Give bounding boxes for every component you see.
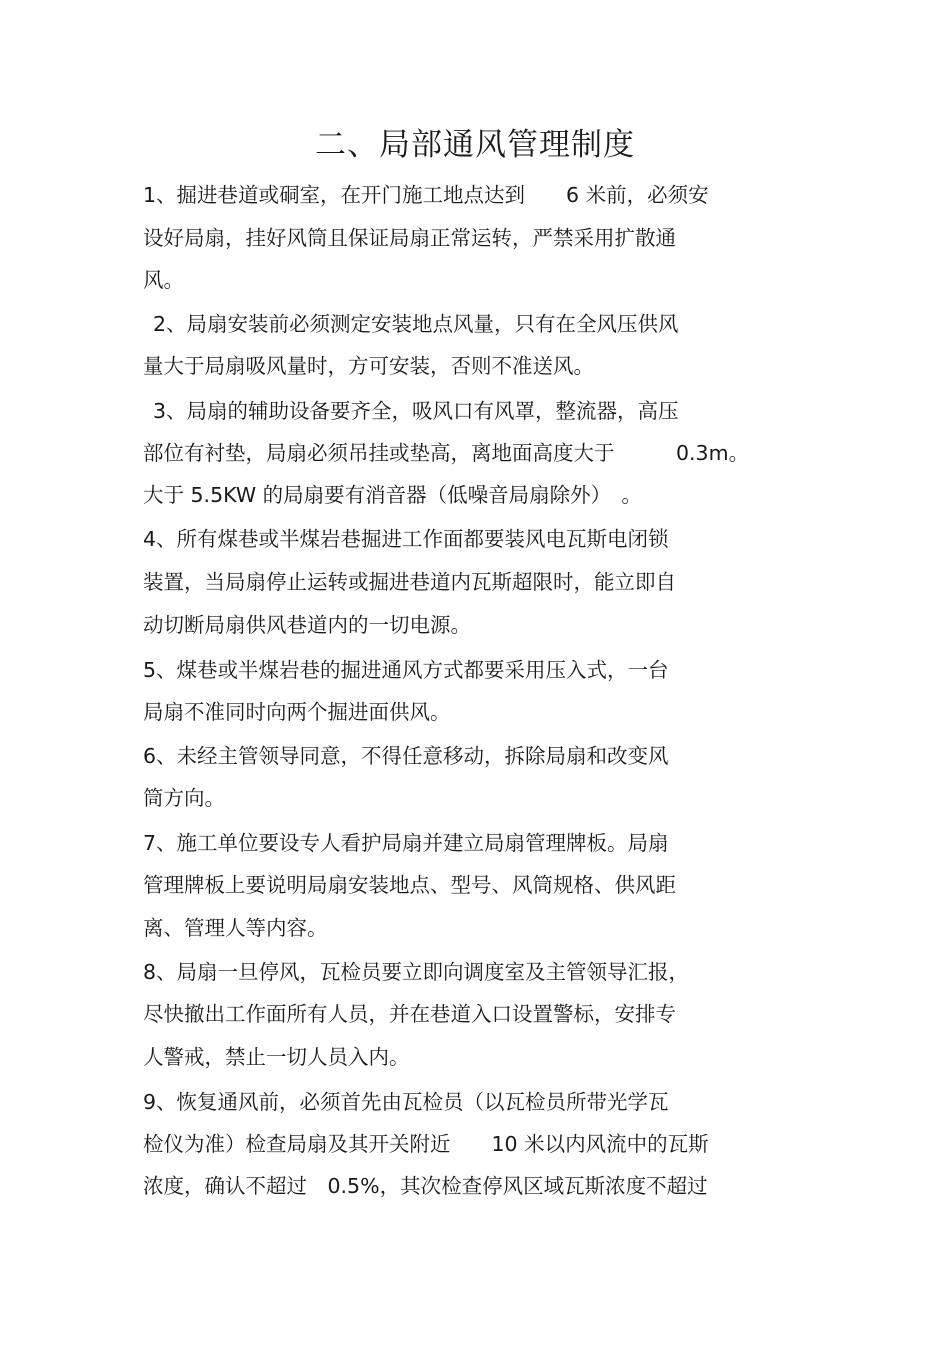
text-line: 4、所有煤巷或半煤岩巷掘进工作面都要装风电瓦斯电闭锁: [143, 527, 669, 551]
text-line: 8、局扇一旦停风，瓦检员要立即向调度室及主管领导汇报，: [143, 960, 690, 984]
text-line: 离、管理人等内容。: [143, 916, 328, 940]
text-line: 量大于局扇吸风量时，方可安装，否则不准送风。: [143, 354, 594, 378]
text-line: 人警戒，禁止一切人员入内。: [143, 1045, 410, 1069]
text-line: 2、局扇安装前必须测定安装地点风量，只有在全风压供风: [153, 312, 679, 336]
text-line: 9、恢复通风前，必须首先由瓦检员（以瓦检员所带光学瓦: [143, 1090, 669, 1114]
text-line: 部位有衬垫，局扇必须吊挂或垫高，离地面高度大于 0.3m。: [143, 441, 750, 465]
text-line: 风。: [143, 268, 184, 292]
text-line: 装置，当局扇停止运转或掘进巷道内瓦斯超限时，能立即自: [143, 570, 676, 594]
text-line: 7、施工单位要设专人看护局扇并建立局扇管理牌板。局扇: [143, 831, 669, 855]
text-line: 浓度，确认不超过 0.5%，其次检查停风区域瓦斯浓度不超过: [143, 1174, 708, 1198]
page-title: 二、局部通风管理制度: [315, 127, 635, 163]
text-line: 大于 5.5KW 的局扇要有消音器（低噪音局扇除外） 。: [143, 483, 642, 507]
text-line: 5、煤巷或半煤岩巷的掘进通风方式都要采用压入式，一台: [143, 658, 669, 682]
text-line: 管理牌板上要说明局扇安装地点、型号、风筒规格、供风距: [143, 873, 676, 897]
text-line: 动切断局扇供风巷道内的一切电源。: [143, 613, 471, 637]
text-line: 6、未经主管领导同意，不得任意移动，拆除局扇和改变风: [143, 744, 669, 768]
text-line: 尽快撤出工作面所有人员，并在巷道入口设置警标，安排专: [143, 1002, 676, 1026]
text-line: 3、局扇的辅助设备要齐全，吸风口有风罩，整流器，高压: [153, 399, 679, 423]
text-line: 筒方向。: [143, 786, 225, 810]
text-line: 设好局扇，挂好风筒且保证局扇正常运转，严禁采用扩散通: [143, 226, 676, 250]
text-line: 局扇不准同时向两个掘进面供风。: [143, 700, 451, 724]
text-line: 检仪为准）检查局扇及其开关附近 10 米以内风流中的瓦斯: [143, 1132, 709, 1156]
text-line: 1、掘进巷道或硐室，在开门施工地点达到 6 米前，必须安: [143, 183, 709, 207]
